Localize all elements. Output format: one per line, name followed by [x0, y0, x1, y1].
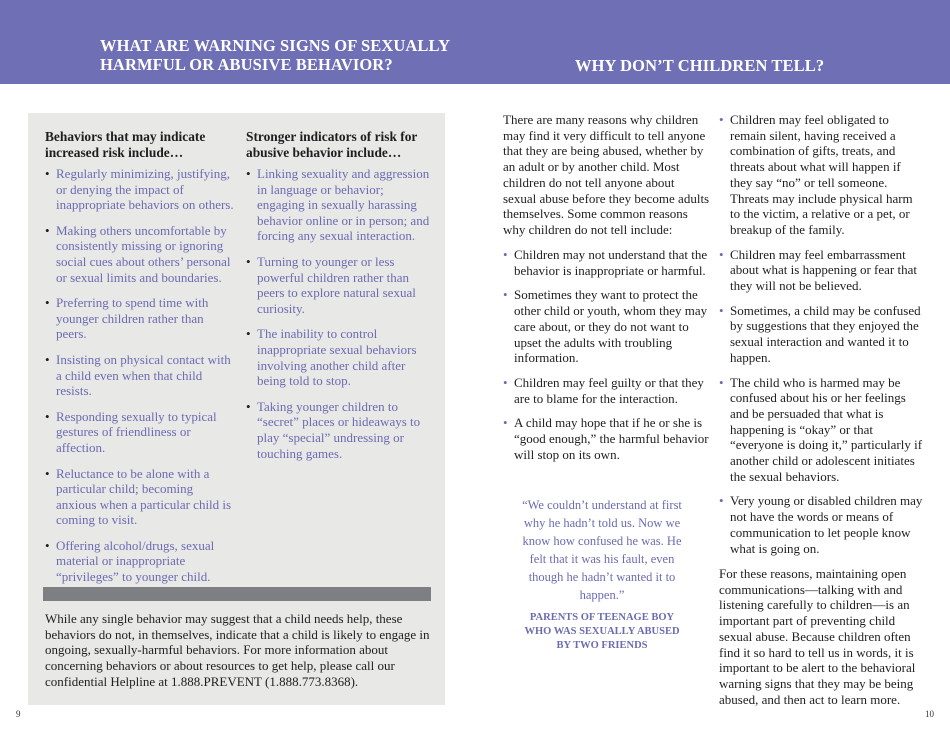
- list-item: • Turning to younger or less powerful children rather than peers to explore natural sexual curiosity.: [246, 254, 434, 316]
- reasons-list-middle: [503, 247, 710, 471]
- list-item: • Children may not understand that the behavior is inappropriate or harmful.: [503, 247, 710, 278]
- list-item: • Very young or disabled children may not have the words or means of communication to let people know what is going on.: [719, 493, 924, 556]
- left-title-line-2: HARMFUL OR ABUSIVE BEHAVIOR?: [100, 55, 393, 74]
- increased-risk-column: [45, 129, 235, 595]
- closing-paragraph: For these reasons, maintaining open communications—talking with and listening carefully to children—is an important part of preventing child sexual abuse. Because children often find it so hard to tell us in words, it is important to be alert to the behavioral warning signs that they may be being abused, and then act to learn more.: [719, 566, 916, 707]
- list-item: • Offering alcohol/drugs, sexual material or inappropriate “privileges” to younger child.: [45, 538, 235, 585]
- list-item: • Children may feel guilty or that they are to blame for the interaction.: [503, 375, 710, 406]
- intro-paragraph: There are many reasons why children may find it very difficult to tell anyone that they are being abused, whether by an adult or by another child. Most children do not tell anyone about sexual abuse before they become adults themselves. Some common reasons why children do not tell include:: [503, 112, 710, 237]
- left-title-line-1: WHAT ARE WARNING SIGNS OF SEXUALLY: [100, 36, 451, 55]
- list-item: • Responding sexually to typical gestures of friendliness or affection.: [45, 409, 235, 456]
- list-item: • Sometimes, a child may be confused by suggestions that they enjoyed the sexual interaction and wanted it to happen.: [719, 303, 924, 366]
- stronger-indicators-list: [246, 166, 434, 461]
- list-item: • A child may hope that if he or she is “good enough,” the harmful behavior will stop on its own.: [503, 415, 710, 462]
- increased-risk-heading: Behaviors that may indicate increased risk include…: [45, 129, 206, 160]
- list-item: • The child who is harmed may be confused about his or her feelings and be persuaded that what is happening is “okay” or that “everyone is doing it,” particularly if another child or adolescent initiates the sexual behaviors.: [719, 375, 924, 485]
- list-item: • Preferring to spend time with younger children rather than peers.: [45, 295, 235, 342]
- list-item: • Taking younger children to “secret” places or hideaways to play “special” undressing or touching games.: [246, 399, 434, 461]
- increased-risk-list: [45, 166, 235, 585]
- reasons-list-right: [719, 112, 924, 565]
- list-item: • Children may feel embarrassment about what is happening or fear that they will not be believed.: [719, 247, 924, 294]
- list-item: • The inability to control inappropriate sexual behaviors involving another child after being told to stop.: [246, 326, 434, 388]
- stronger-indicators-heading: Stronger indicators of risk for abusive behavior include…: [246, 129, 418, 160]
- page-number-left: 9: [16, 709, 21, 719]
- list-item: • Making others uncomfortable by consistently missing or ignoring social cues about others’ personal or sexual limits and boundaries.: [45, 223, 235, 285]
- pull-quote: “We couldn’t understand at first why he hadn’t told us. Now we know how confused he was. He felt that it was his fault, even though he hadn’t wanted it to happen.”: [522, 498, 682, 602]
- list-item: • Sometimes they want to protect the other child or youth, whom they may care about, or they do not want to upset the adults with troubling information.: [503, 287, 710, 366]
- right-page-title: WHY DON’T CHILDREN TELL?: [575, 56, 825, 75]
- stronger-indicators-column: [246, 129, 434, 471]
- page-number-right: 10: [925, 709, 934, 719]
- helpline-paragraph: While any single behavior may suggest that a child needs help, these behaviors do not, in themselves, indicate that a child is likely to engage in ongoing, sexually-harmful behaviors. For more information about concerning behaviors or about resources to get help, please call our confidential Helpline at 1.888.PREVENT (1.888.773.8368).: [45, 611, 430, 689]
- list-item: • Linking sexuality and aggression in language or behavior; engaging in sexually harassing behavior online or in person; and forcing any sexual interaction.: [246, 166, 434, 244]
- left-page-title: [100, 36, 480, 74]
- quote-attribution: PARENTS OF TEENAGE BOY WHO WAS SEXUALLY ABUSED BY TWO FRIENDS: [524, 612, 680, 651]
- list-item: • Children may feel obligated to remain silent, having received a combination of gifts, treats, and threats about what will happen if they say “no” or tell someone. Threats may include physical harm to the victim, a relative or a pet, or breakup of the family.: [719, 112, 924, 238]
- list-item: • Regularly minimizing, justifying, or denying the impact of inappropriate behaviors on others.: [45, 166, 235, 213]
- list-item: • Insisting on physical contact with a child even when that child resists.: [45, 352, 235, 399]
- list-item: • Reluctance to be alone with a particular child; becoming anxious when a particular child is coming to visit.: [45, 466, 235, 528]
